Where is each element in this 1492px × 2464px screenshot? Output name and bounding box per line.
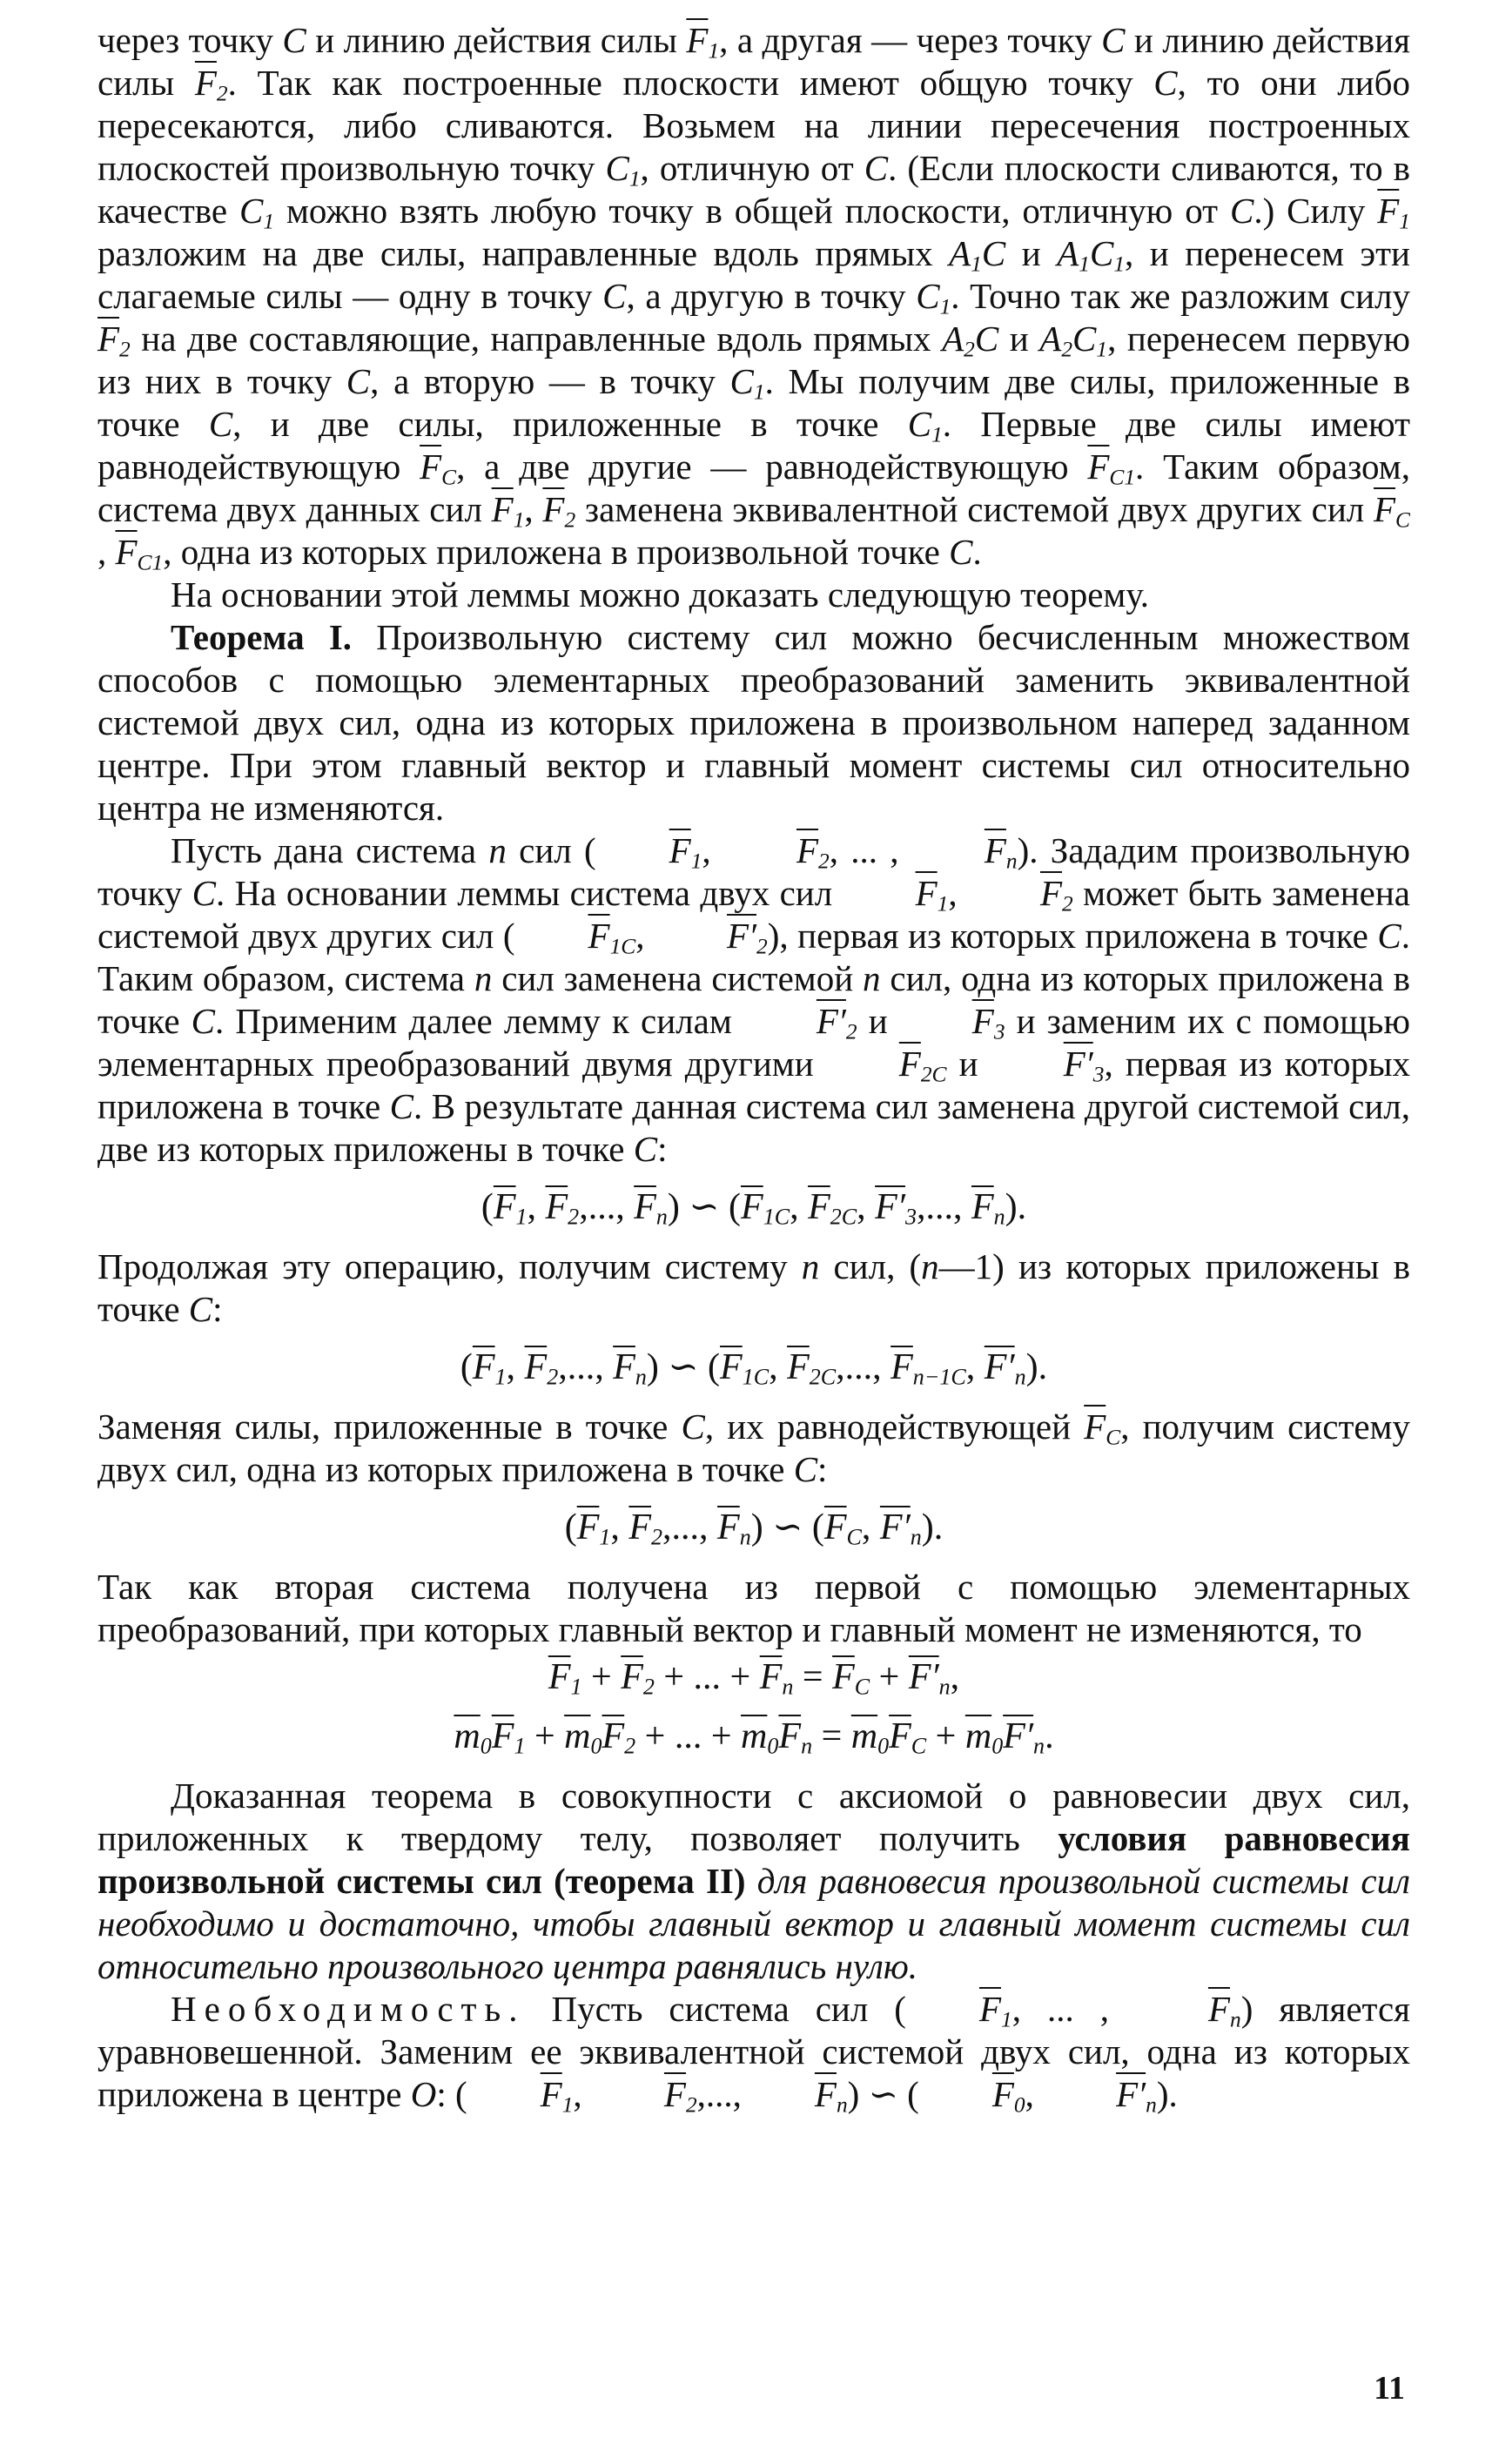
symbol-base: F′ [984,1347,1015,1387]
vector-symbol [741,1185,790,1230]
symbol-subscript: 1 [1079,252,1090,277]
symbol-subscript: n [782,1674,794,1700]
symbol-subscript: 2C [830,1204,857,1230]
symbol-base: C [916,276,940,316]
symbol-base: $\overline{F}$ [1087,446,1110,487]
symbol-base: $\overline{F}$ [787,1347,810,1387]
symbol-base: F′ [816,1001,846,1041]
vector-symbol [971,1185,1005,1230]
symbol-subscript: C [854,1674,870,1700]
vector-symbol [686,19,719,62]
symbol-subscript: C [846,1524,862,1550]
symbol-subscript: 1 [753,379,765,405]
symbol-base: O [410,2074,437,2114]
vector-symbol [596,829,702,872]
symbol-base: $\overline{F}$ [686,20,709,60]
math-symbol [916,276,951,319]
symbol-base: C [192,873,217,913]
math-symbol [729,361,765,405]
symbol-subscript: n−1C [912,1364,966,1390]
symbol-subscript: 2 [845,1019,857,1044]
vector-symbol [515,915,636,957]
vector-symbol [542,488,575,531]
symbol-base: F′ [1116,2074,1146,2114]
symbol-subscript: 1 [561,2092,574,2118]
symbol-base: A [1039,319,1062,359]
symbol-base: $\overline{F}$ [971,1187,994,1227]
math-symbol [390,1086,413,1126]
vector-symbol [634,1185,668,1230]
symbol-subscript: 1 [513,507,525,533]
math-symbol [864,148,888,188]
vector-symbol [602,1714,636,1759]
symbol-subscript: 0 [480,1733,492,1759]
math-symbol [209,404,232,444]
symbol-base: $\overline{F}$ [420,446,442,487]
symbol-base: $\overline{m}$ [964,1716,992,1756]
symbol-base: A [1057,233,1079,273]
symbol-base: C [864,148,889,188]
symbol-base: $\overline{F}$ [542,489,565,529]
symbol-subscript: 1 [263,209,275,234]
vector-symbol [967,872,1073,915]
symbol-base: $\overline{F}$ [971,1001,994,1041]
symbol-base: C [681,1407,705,1447]
symbol-subscript: 1 [708,38,720,64]
symbol-base: $\overline{F}$ [97,319,120,359]
vector-symbol [1087,446,1135,488]
math-symbol [189,1289,212,1329]
symbol-base: A [942,319,964,359]
symbol-subscript: n [1146,2092,1157,2118]
symbol-subscript: n [938,1674,951,1700]
symbol-base: $\overline{F}$ [741,1187,763,1227]
symbol-base: $\overline{F}$ [545,1187,568,1227]
math-symbol [802,1246,820,1286]
symbol-subscript: C [441,465,457,490]
math-symbol [1039,319,1073,362]
vector-symbol [195,62,228,104]
symbol-base: $\overline{F}$ [548,1657,571,1697]
symbol-subscript: 2 [1062,891,1073,916]
equation: ($\overline{F}_1$, $\overline{F}_2$,..., $\overline{F}_n$) ∽ ($\overline{F}_C$, $F'_n$). [97,1505,1410,1550]
equation: ($\overline{F}_1$, $\overline{F}_2$,..., $\overline{F}_n$) ∽ ($\overline{F}_{1C}$, $\overline{F}_{2C}$, $F'_3$,..., $\overline{F}_n$). [97,1185,1410,1230]
symbol-base: $\overline{F}$ [978,1989,1001,2029]
vector-symbol [875,1185,917,1230]
vector-symbol [985,1345,1026,1390]
vector-symbol [546,1185,580,1230]
equation: $\overline{m}_0\overline{F}_1 + \overline{m}_0\overline{F}_2$ + ... + $\overline{m}_0\overline{F}_n = \overline{m}_0\overline{F}_C + \overline{m}_0F'_n$. [97,1714,1410,1759]
symbol-base: $\overline{m}$ [454,1716,481,1756]
math-symbol [681,1407,704,1447]
vector-symbol [548,1655,582,1700]
symbol-subscript: 2 [119,337,131,362]
symbol-subscript: 2 [547,1364,559,1390]
symbol-base: $\overline{F}$ [115,532,138,572]
symbol-subscript: n [1229,2007,1241,2032]
symbol-base: n [863,958,881,998]
symbol-base: n [801,1246,820,1286]
symbol-base: $\overline{F}$ [491,489,514,529]
symbol-base: $\overline{F}$ [1084,1407,1106,1447]
symbol-subscript: 2 [756,934,768,959]
symbol-base: $\overline{F}$ [823,1507,847,1548]
symbol-base: C [633,1129,658,1169]
symbol-subscript: 2 [685,2092,697,2118]
symbol-subscript: 1C [763,1204,790,1230]
symbol-subscript: 1 [939,294,951,319]
vector-symbol [911,829,1018,872]
page-number: 11 [1374,2370,1405,2407]
vector-symbol [1377,190,1410,232]
symbol-subscript: 2 [818,849,830,874]
symbol-subscript: n [635,1364,647,1390]
symbol-subscript: n [801,1733,813,1759]
symbol-subscript: 1 [1399,209,1410,234]
symbol-subscript: 2 [651,1524,663,1550]
vector-symbol [591,2073,697,2116]
symbol-base: A [949,233,971,273]
symbol-subscript: n [1014,1364,1026,1390]
paragraph: Продолжая эту операцию, получим систему n сил, (n—1) из которых приложены в точке C: [97,1246,1410,1329]
symbol-base: F′ [1063,1044,1093,1084]
symbol-subscript: n [910,1524,922,1550]
symbol-base: $\overline{F}$ [915,873,938,913]
symbol-base: $\overline{F}$ [984,830,1006,870]
symbol-base: $\overline{F}$ [1207,1989,1230,2029]
vector-symbol [742,2073,848,2116]
vector-symbol [577,1505,611,1550]
symbol-subscript: 1 [628,166,641,191]
symbol-base: $\overline{F}$ [898,1044,921,1084]
symbol-base: $\overline{F}$ [621,1657,643,1697]
vector-symbol [1043,2073,1157,2116]
symbol-base: C [239,191,264,231]
symbol-subscript: 1 [690,849,702,874]
symbol-base: $\overline{F}$ [1377,191,1400,231]
symbol-subscript: 2 [624,1733,636,1759]
symbol-base: F′ [879,1507,911,1548]
symbol-base: F′ [1003,1716,1034,1756]
math-symbol [1072,319,1108,362]
math-symbol [1101,20,1125,60]
vector-symbol [919,2073,1025,2116]
symbol-base: $\overline{F}$ [663,2074,686,2114]
symbol-base: C [729,361,754,401]
symbol-base: $\overline{m}$ [850,1716,878,1756]
vector-symbol [843,872,949,915]
vector-symbol [97,318,131,360]
symbol-subscript: 1 [931,422,943,447]
symbol-base: $\overline{F}$ [759,1657,783,1697]
symbol-base: $\overline{F}$ [194,63,217,103]
symbol-base: $\overline{F}$ [890,1347,913,1387]
bold-text: условия равновесия произвольной системы сил (теорема II) [97,1818,1410,1901]
symbol-base: C [208,404,233,444]
symbol-base: $\overline{F}$ [720,1347,743,1387]
math-symbol [942,319,975,362]
symbol-subscript: 2C [809,1364,837,1390]
symbol-subscript: C [1106,1425,1121,1450]
page-body [97,19,1410,2116]
symbol-base: $\overline{F}$ [634,1187,656,1227]
symbol-base: $\overline{F}$ [717,1507,740,1548]
symbol-base: $\overline{F}$ [628,1507,652,1548]
vector-symbol [720,1345,769,1390]
symbol-base: $\overline{F}$ [491,1716,514,1756]
math-symbol [634,1129,657,1169]
spaced-text: Необходимость. [171,1989,526,2029]
vector-symbol [808,1185,857,1230]
symbol-base: C [1229,191,1254,231]
vector-symbol [564,1714,602,1759]
vector-symbol [760,1655,794,1700]
vector-symbol [965,1714,1003,1759]
symbol-base: C [191,1001,215,1041]
symbol-subscript: n [836,2092,848,2118]
paragraph: Пусть дана система n сил ( $\overline{F}_1$, $\overline{F}_2$, ... , $\overline{F}_n$). Зададим произвольную точку C. На основании леммы система двух сил $\overline{F}_1$, $\overline{F}_2$ может быть заменена системой двух других сил ( $\overline{F}_{1C}$, $F'_2$), первая из которых приложена в точке C. Таким образом, система n сил заменена системой n сил, одна из которых приложена в точке C. Применим далее лемму к силам $F'_2$ и $\overline{F}_3$ и заменим их с помощью элементарных преобразований двумя другими $\overline{F}_{2C}$ и $F'_3$, первая из которых приложена в точке C. В результате данная система сил заменена другой системой сил, две из которых приложены в точке C: [97,830,1411,1169]
symbol-subscript: 3 [1092,1062,1105,1087]
symbol-base: C [602,276,627,316]
symbol-base: $\overline{F}$ [991,2074,1014,2114]
paragraph: Доказанная теорема в совокупности с аксиомой о равновесии двух сил, приложенных к твердому телу, позволяет получить условия равновесия произвольной системы сил (теорема II) для равновесия произвольной системы сил необходимо и достаточно, чтобы главный вектор и главный момент системы сил относительно произвольного центра равнялись нулю. [97,1776,1410,1986]
paragraph: Заменяя силы, приложенные в точке C, их равнодействующей $\overline{F}_C$, получим систему двух сил, одна из которых приложена в точке C: [97,1407,1411,1489]
vector-symbol [787,1345,836,1390]
paragraph: На основании этой леммы можно доказать следующую теорему. [171,574,1149,614]
vector-symbol [723,829,830,872]
vector-symbol [492,1714,526,1759]
vector-symbol [717,1505,751,1550]
vector-symbol [991,1043,1105,1085]
math-symbol [1153,63,1177,103]
vector-symbol [454,1714,491,1759]
vector-symbol [1374,488,1410,531]
vector-symbol [741,1714,778,1759]
symbol-subscript: 2 [216,81,228,106]
vector-symbol [492,488,525,531]
math-symbol [1057,233,1090,277]
symbol-subscript: 1 [494,1364,507,1390]
math-symbol [1230,191,1253,231]
symbol-subscript: n [739,1524,751,1550]
symbol-subscript: 2 [1061,337,1073,362]
math-symbol [474,958,493,998]
symbol-subscript: 1 [1001,2007,1012,2032]
symbol-base: C [389,1086,414,1126]
symbol-base: $\overline{F}$ [613,1347,635,1387]
vector-symbol [851,1714,889,1759]
symbol-subscript: 0 [590,1733,602,1759]
symbol-subscript: 0 [991,1733,1004,1759]
symbol-subscript: n [655,1204,668,1230]
math-symbol [602,276,626,316]
symbol-subscript: 2 [964,337,975,362]
vector-symbol [525,1345,559,1390]
math-symbol [346,361,370,401]
symbol-base: $\overline{F}$ [889,1716,911,1756]
symbol-base: n [921,1246,939,1286]
symbol-subscript: 1C [742,1364,770,1390]
symbol-subscript: 1 [515,1204,528,1230]
symbol-subscript: n [1005,849,1018,874]
symbol-subscript: n [1033,1733,1045,1759]
symbol-base: C [907,404,932,444]
math-symbol [411,2074,437,2114]
symbol-base: C [981,233,1006,273]
symbol-subscript: 1 [514,1733,526,1759]
symbol-base: $\overline{F}$ [669,830,691,870]
math-symbol [949,233,982,277]
vector-symbol [826,1043,947,1085]
symbol-base: $\overline{m}$ [741,1716,768,1756]
math-symbol [192,873,216,913]
vector-symbol [613,1345,647,1390]
symbol-base: C [793,1449,818,1489]
vector-symbol [906,1988,1012,2031]
symbol-base: C [605,148,629,188]
symbol-base: $\overline{F}$ [796,830,819,870]
symbol-base: C [974,319,999,359]
paragraph: Необходимость. Пусть система сил ( $\overline{F}_1$, ... , $\overline{F}_n$) является уравновешенной. Заменим ее эквивалентной системой двух сил, одна из которых приложена в центре O: ( $\overline{F}_1$, $\overline{F}_2$,..., $\overline{F}_n$) ∽ ( $\overline{F}_0$, $F'_n$). [97,1989,1410,2118]
paragraph: Так как вторая система получена из первой с помощью элементарных преобразований, при которых главный вектор и главный момент не изменяются, то [97,1567,1410,1649]
symbol-subscript: 1 [971,252,982,277]
math-symbol [239,191,275,234]
symbol-base: C [188,1289,213,1329]
symbol-subscript: 3 [904,1204,917,1230]
symbol-base: $\overline{F}$ [1374,489,1396,529]
symbol-base: F′ [908,1657,939,1697]
math-symbol [1089,233,1126,277]
math-symbol [921,1246,939,1286]
symbol-base: C [1153,63,1178,103]
italic-text: для равновесия произвольной системы сил необходимо и достаточно, чтобы главный вектор и главный момент системы сил относительно произвольного центра равнялись нулю. [97,1861,1410,1986]
math-symbol [282,20,306,60]
symbol-base: $\overline{F}$ [540,2074,562,2114]
vector-symbol [1135,1988,1241,2031]
symbol-subscript: 0 [877,1733,890,1759]
symbol-base: $\overline{m}$ [564,1716,591,1756]
symbol-subscript: 2 [564,507,576,533]
equation: $\overline{F}_1 + \overline{F}_2$ + ... + $\overline{F}_n = \overline{F}_C + F'_n$, [97,1655,1410,1700]
symbol-base: $\overline{F}$ [576,1507,600,1548]
vector-symbol [1084,1406,1120,1448]
math-symbol [975,319,998,359]
vector-symbol [1003,1714,1045,1759]
symbol-subscript: 1 [599,1524,611,1550]
vector-symbol [116,531,164,574]
math-symbol [949,532,972,572]
symbol-base: C [282,20,306,60]
symbol-base: C [1089,233,1114,273]
symbol-subscript: 1 [1096,337,1108,362]
symbol-subscript: 2 [568,1204,580,1230]
symbol-subscript: C [1395,507,1410,533]
symbol-base: $\overline{F}$ [1039,873,1062,913]
symbol-subscript: 1 [570,1674,582,1700]
vector-symbol [889,1714,926,1759]
vector-symbol [473,1345,507,1390]
math-symbol [982,233,1005,273]
symbol-subscript: 0 [1013,2092,1025,2118]
symbol-subscript: 2 [642,1674,655,1700]
symbol-base: C [1377,916,1401,956]
symbol-base: $\overline{F}$ [472,1347,495,1387]
vector-symbol [880,1505,922,1550]
vector-symbol [467,2073,574,2116]
math-symbol [488,830,507,870]
symbol-base: $\overline{F}$ [778,1716,802,1756]
symbol-base: $\overline{F}$ [832,1657,855,1697]
math-symbol [863,958,881,998]
symbol-base: n [488,830,507,870]
vector-symbol [899,1000,1005,1043]
symbol-base: F′ [727,916,757,956]
symbol-subscript: 2C [920,1062,947,1087]
vector-symbol [628,1505,662,1550]
symbol-base: $\overline{F}$ [808,1187,830,1227]
vector-symbol [621,1655,655,1700]
symbol-base: C [949,532,973,572]
symbol-base: $\overline{F}$ [588,916,610,956]
symbol-base: $\overline{F}$ [602,1716,625,1756]
symbol-base: C [346,361,371,401]
vector-symbol [824,1505,862,1550]
equation: ($\overline{F}_1$, $\overline{F}_2$,..., $\overline{F}_n$) ∽ ($\overline{F}_{1C}$, $\overline{F}_{2C}$,..., $\overline{F}_{n-1C}$, $F'_n$). [97,1345,1410,1390]
math-symbol [605,148,641,191]
vector-symbol [420,446,456,488]
symbol-subscript: 1C [609,934,636,959]
paragraph: через точку C и линию действия силы $\overline{F}_1$, а другая — через точку C и линию действия силы $\overline{F}_2$. Так как построенные плоскости имеют общую точку C, то они либо пересекаются, либо сливаются. Возьмем на линии пересечения построенных плоскостей произвольную точку $C_1$, отличную от C. (Если плоскости сливаются, то в качестве $C_1$ можно взять любую точку в общей плоскости, отличную от C.) Силу $\overline{F}_1$ разложим на две силы, направленные вдоль прямых $A_1C$ и $A_1C_1$, и перенесем эти слагаемые силы — одну в точку C, а другую в точку $C_1$. Точно так же разложим силу $\overline{F}_2$ на две составляющие, направленные вдоль прямых $A_2C$ и $A_2C_1$, перенесем первую из них в точку C, а вторую — в точку $C_1$. Мы получим две силы, приложенные в точке C, и две силы, приложенные в точке $C_1$. Первые две силы имеют равнодействующую $\overline{F}_C$, а две другие — равнодействующую $\overline{F}_{C1}$. Таким образом, система двух данных сил $\overline{F}_1$, $\overline{F}_2$ заменена эквивалентной системой двух других сил $\overline{F}_C$, $\overline{F}_{C1}$, одна из которых приложена в произвольной точке C. [97,20,1411,575]
symbol-base: $\overline{F}$ [493,1187,516,1227]
symbol-subscript: 3 [993,1019,1005,1044]
math-symbol [1377,916,1401,956]
symbol-base: F′ [875,1187,905,1227]
vector-symbol [778,1714,812,1759]
bold-text: Теорема I. [171,617,353,657]
vector-symbol [890,1345,966,1390]
paragraph: Теорема I. Произвольную систему сил можно бесчисленным множеством способов с помощью элементарных преобразований заменить эквивалентной системой двух сил, одна из которых приложена в произвольном наперед заданном центре. При этом главный вектор и главный момент системы сил относительно центра не изменяются. [97,617,1410,828]
math-symbol [794,1449,817,1489]
symbol-subscript: 1 [937,891,949,916]
symbol-subscript: C1 [137,550,164,575]
vector-symbol [832,1655,870,1700]
symbol-subscript: C1 [1109,465,1136,490]
symbol-subscript: n [993,1204,1005,1230]
math-symbol [192,1001,215,1041]
symbol-base: $\overline{F}$ [524,1347,548,1387]
math-symbol [907,404,943,447]
vector-symbol [743,1000,857,1043]
symbol-subscript: 1 [1113,252,1126,277]
symbol-base: C [1072,319,1097,359]
symbol-subscript: C [911,1733,927,1759]
vector-symbol [494,1185,528,1230]
vector-symbol [909,1655,951,1700]
symbol-subscript: 0 [767,1733,779,1759]
symbol-base: n [474,958,493,998]
symbol-base: $\overline{F}$ [814,2074,837,2114]
vector-symbol [654,915,768,957]
symbol-base: C [1101,20,1126,60]
